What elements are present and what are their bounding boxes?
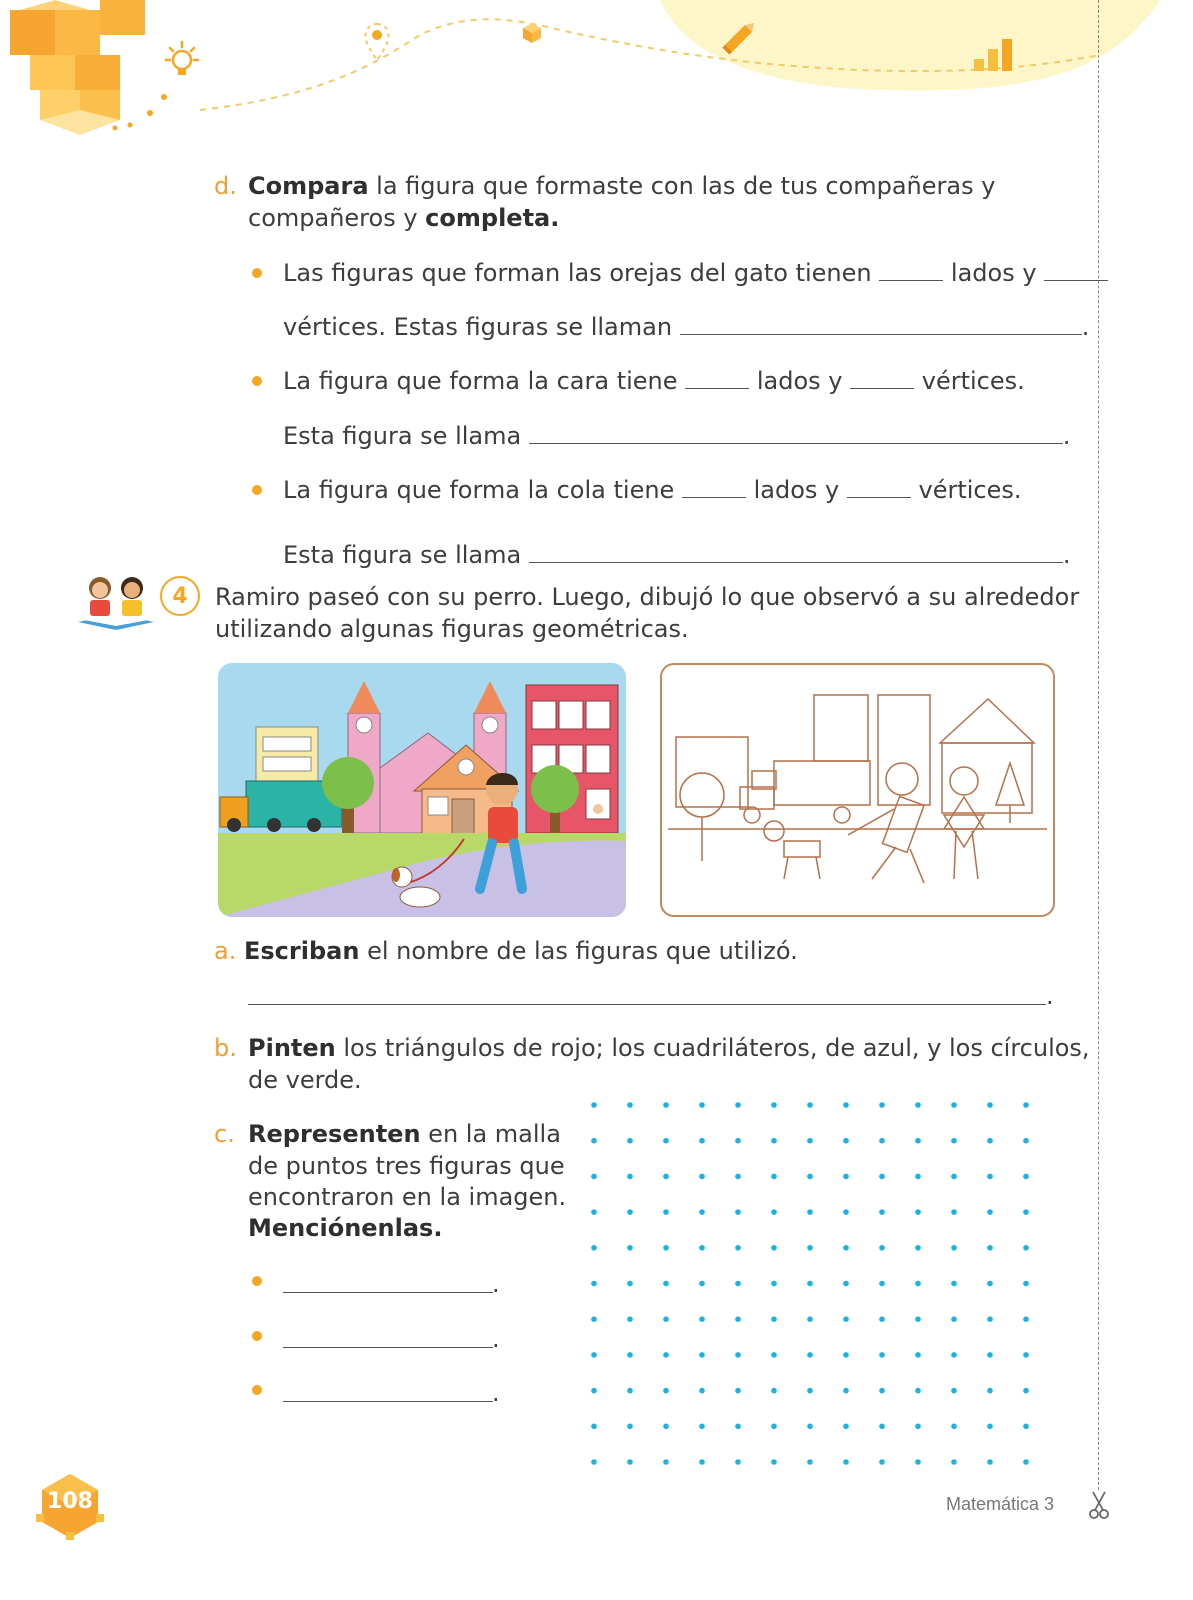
grid-dot (843, 1245, 849, 1251)
period: . (492, 1270, 500, 1298)
item-letter-b: b. (214, 1034, 237, 1062)
item-letter-a: a. (214, 937, 237, 965)
grid-dot (735, 1281, 741, 1287)
grid-dot (915, 1352, 921, 1358)
grid-dot (699, 1102, 705, 1108)
grid-dot (663, 1102, 669, 1108)
grid-dot (915, 1209, 921, 1215)
grid-dot (879, 1209, 885, 1215)
grid-dot (879, 1174, 885, 1180)
bullet-icon (252, 1331, 262, 1341)
bullet-face-line2 (283, 420, 1071, 452)
geometric-shapes-drawing (660, 663, 1055, 917)
grid-dot (699, 1245, 705, 1251)
bullet-icon (252, 1276, 262, 1286)
pencil-icon (718, 15, 762, 59)
grid-dot (951, 1138, 957, 1144)
activity-number-badge (160, 576, 200, 616)
grid-dot (987, 1245, 993, 1251)
grid-dot (807, 1316, 813, 1322)
grid-dot (843, 1102, 849, 1108)
grid-dot (1023, 1245, 1029, 1251)
grid-dot (771, 1424, 777, 1430)
grid-dot (879, 1459, 885, 1465)
grid-dot (591, 1102, 597, 1108)
ears-name-text: vértices. Estas figuras se llaman (283, 313, 673, 341)
tail-text-2: lados y (753, 476, 840, 504)
grid-dot (663, 1352, 669, 1358)
grid-dot (663, 1174, 669, 1180)
grid-dot (699, 1459, 705, 1465)
grid-dot (627, 1174, 633, 1180)
section-d-instruction-line2 (248, 202, 559, 234)
grid-dot (591, 1209, 597, 1215)
tail-text-3: vértices. (918, 476, 1022, 504)
grid-dot (987, 1316, 993, 1322)
item-c-instruction-line2: de puntos tres figuras que (248, 1152, 565, 1180)
grid-dot (807, 1388, 813, 1394)
grid-dot (915, 1388, 921, 1394)
grid-dot (735, 1245, 741, 1251)
instruction-text: la figura que formaste con las de tus compañeras y (368, 172, 996, 200)
location-pin-icon (360, 20, 394, 80)
period: . (1062, 422, 1071, 450)
grid-dot (699, 1388, 705, 1394)
kids-reading-icon (74, 568, 158, 632)
grid-dot (807, 1459, 813, 1465)
grid-dot (951, 1281, 957, 1287)
grid-dot (735, 1138, 741, 1144)
bullet-face-line1 (283, 365, 1025, 397)
grid-dot (843, 1174, 849, 1180)
grid-dot (843, 1459, 849, 1465)
face-vertices-blank[interactable] (850, 366, 914, 389)
grid-dot (1023, 1209, 1029, 1215)
period: . (492, 1379, 500, 1407)
bullet-icon (252, 1385, 262, 1395)
grid-dot (879, 1245, 885, 1251)
grid-dot (807, 1174, 813, 1180)
item-b-instruction-line2: de verde. (248, 1066, 362, 1094)
instruction-verb-representen: Representen (248, 1120, 421, 1148)
grid-dot (1023, 1352, 1029, 1358)
grid-dot (987, 1459, 993, 1465)
grid-dot (591, 1316, 597, 1322)
grid-dot (915, 1138, 921, 1144)
face-name-text: Esta figura se llama (283, 422, 522, 450)
grid-dot (663, 1245, 669, 1251)
shape-name-blank-2[interactable] (283, 1347, 493, 1348)
grid-dot (735, 1388, 741, 1394)
grid-dot (987, 1388, 993, 1394)
grid-dot (987, 1209, 993, 1215)
grid-dot (663, 1209, 669, 1215)
grid-dot (807, 1245, 813, 1251)
item-c-instruction-line3: encontraron en la imagen. (248, 1183, 567, 1211)
grid-dot (1023, 1459, 1029, 1465)
grid-dot (843, 1138, 849, 1144)
grid-dot (1023, 1138, 1029, 1144)
grid-dot (591, 1388, 597, 1394)
grid-dot (699, 1209, 705, 1215)
face-figure-name-blank[interactable] (529, 421, 1063, 444)
cube-icon (522, 22, 542, 44)
instruction-verb-compara: Compara (248, 172, 369, 200)
grid-dot (627, 1281, 633, 1287)
grid-dot (807, 1281, 813, 1287)
grid-dot (843, 1281, 849, 1287)
grid-dot (591, 1352, 597, 1358)
grid-dot (1023, 1316, 1029, 1322)
grid-dot (591, 1281, 597, 1287)
page-number: 108 (47, 1489, 93, 1514)
grid-dot (735, 1352, 741, 1358)
grid-dot (663, 1424, 669, 1430)
grid-dot (951, 1209, 957, 1215)
bullet-icon (252, 376, 262, 386)
grid-dot (771, 1209, 777, 1215)
tail-figure-name-blank[interactable] (529, 540, 1063, 563)
grid-dot (699, 1316, 705, 1322)
scissors-icon (1088, 1490, 1110, 1520)
tail-text: La figura que forma la cola tiene (283, 476, 675, 504)
item-b-instruction-line1 (248, 1032, 1090, 1064)
grid-dot (1023, 1388, 1029, 1394)
grid-dot (663, 1388, 669, 1394)
grid-dot (591, 1245, 597, 1251)
grid-dot (843, 1424, 849, 1430)
grid-dot (879, 1316, 885, 1322)
grid-dot (771, 1388, 777, 1394)
city-walk-illustration (218, 663, 626, 917)
item-a-answer-blank[interactable] (248, 1004, 1046, 1005)
cut-line (1098, 0, 1099, 1490)
grid-dot (915, 1424, 921, 1430)
period: . (1046, 982, 1054, 1010)
bullet-tail-line1 (283, 474, 1022, 506)
grid-dot (915, 1102, 921, 1108)
instruction-verb-pinten: Pinten (248, 1034, 336, 1062)
instruction-verb-completa: completa. (425, 204, 560, 232)
bullet-icon (252, 268, 262, 278)
grid-dot (987, 1424, 993, 1430)
grid-dot (735, 1209, 741, 1215)
grid-dot (591, 1138, 597, 1144)
grid-dot (1023, 1174, 1029, 1180)
grid-dot (879, 1102, 885, 1108)
ears-text: Las figuras que forman las orejas del gato tienen (283, 259, 872, 287)
grid-dot (771, 1102, 777, 1108)
grid-dot (879, 1138, 885, 1144)
grid-dot (951, 1174, 957, 1180)
lightbulb-icon (160, 40, 204, 84)
grid-dot (663, 1281, 669, 1287)
bar-chart-icon (970, 35, 1020, 75)
grid-dot (627, 1352, 633, 1358)
grid-dot (699, 1174, 705, 1180)
grid-dot (915, 1245, 921, 1251)
grid-dot (807, 1138, 813, 1144)
grid-dot (843, 1352, 849, 1358)
shape-name-blank-3[interactable] (283, 1401, 493, 1402)
bullet-tail-line2 (283, 539, 1071, 571)
grid-dot (699, 1138, 705, 1144)
grid-dot (879, 1281, 885, 1287)
grid-dot (879, 1388, 885, 1394)
ears-figure-name-blank[interactable] (680, 312, 1082, 335)
grid-dot (843, 1316, 849, 1322)
tail-name-text: Esta figura se llama (283, 541, 522, 569)
grid-dot (843, 1209, 849, 1215)
period: . (1062, 541, 1071, 569)
instruction-text: compañeros y (248, 204, 426, 232)
grid-dot (951, 1316, 957, 1322)
grid-dot (771, 1281, 777, 1287)
grid-dot (627, 1209, 633, 1215)
grid-dot (987, 1281, 993, 1287)
face-text: La figura que forma la cara tiene (283, 367, 678, 395)
instruction-text: el nombre de las figuras que utilizó. (359, 937, 798, 965)
grid-dot (915, 1174, 921, 1180)
grid-dot (951, 1352, 957, 1358)
grid-dot (951, 1424, 957, 1430)
instruction-text: los triángulos de rojo; los cuadriláteros, de azul, y los círculos, (335, 1034, 1090, 1062)
ears-text-2: lados y (950, 259, 1037, 287)
activity4-statement-line2: utilizando algunas figuras geométricas. (215, 615, 689, 643)
dot-grid[interactable] (582, 1094, 1042, 1474)
grid-dot (735, 1424, 741, 1430)
face-sides-blank[interactable] (685, 366, 749, 389)
grid-dot (699, 1352, 705, 1358)
grid-dot (627, 1388, 633, 1394)
grid-dot (735, 1102, 741, 1108)
bullet-ears-line1 (283, 257, 1108, 289)
instruction-text: en la malla (420, 1120, 561, 1148)
grid-dot (663, 1316, 669, 1322)
grid-dot (807, 1209, 813, 1215)
grid-dot (627, 1316, 633, 1322)
grid-dot (627, 1102, 633, 1108)
grid-dot (951, 1388, 957, 1394)
grid-dot (771, 1316, 777, 1322)
instruction-verb-mencionenlas: Menciónenlas. (248, 1214, 443, 1242)
grid-dot (1023, 1102, 1029, 1108)
grid-dot (951, 1102, 957, 1108)
grid-dot (771, 1174, 777, 1180)
grid-dot (627, 1245, 633, 1251)
shape-name-blank-1[interactable] (283, 1292, 493, 1293)
face-text-3: vértices. (921, 367, 1025, 395)
item-a-instruction (244, 935, 798, 967)
ears-sides-blank[interactable] (879, 258, 943, 281)
activity4-statement-line1: Ramiro paseó con su perro. Luego, dibujó lo que observó a su alrededor (215, 583, 1080, 611)
grid-dot (699, 1424, 705, 1430)
item-letter-d: d. (214, 172, 237, 200)
item-c-instruction-line1 (248, 1118, 561, 1150)
grid-dot (591, 1174, 597, 1180)
grid-dot (987, 1102, 993, 1108)
bullet-ears-line2 (283, 311, 1089, 343)
grid-dot (915, 1459, 921, 1465)
period: . (1081, 313, 1090, 341)
grid-dot (591, 1459, 597, 1465)
grid-dot (843, 1388, 849, 1394)
grid-dot (807, 1424, 813, 1430)
grid-dot (771, 1138, 777, 1144)
grid-dot (627, 1138, 633, 1144)
grid-dot (699, 1281, 705, 1287)
grid-dot (735, 1459, 741, 1465)
grid-dot (1023, 1281, 1029, 1287)
grid-dot (807, 1102, 813, 1108)
grid-dot (951, 1459, 957, 1465)
period: . (492, 1325, 500, 1353)
grid-dot (735, 1174, 741, 1180)
grid-dot (591, 1424, 597, 1430)
grid-dot (1023, 1424, 1029, 1430)
section-d-instruction-line1 (248, 170, 995, 202)
grid-dot (915, 1281, 921, 1287)
grid-dot (771, 1459, 777, 1465)
grid-dot (771, 1245, 777, 1251)
grid-dot (771, 1352, 777, 1358)
grid-dot (879, 1424, 885, 1430)
grid-dot (663, 1138, 669, 1144)
tail-sides-blank[interactable] (682, 475, 746, 498)
grid-dot (807, 1352, 813, 1358)
book-title: Matemática 3 (945, 1494, 1054, 1514)
item-letter-c: c. (214, 1120, 235, 1148)
ears-vertices-blank[interactable] (1044, 258, 1108, 281)
grid-dot (915, 1316, 921, 1322)
grid-dot (627, 1459, 633, 1465)
tail-vertices-blank[interactable] (847, 475, 911, 498)
grid-dot (879, 1352, 885, 1358)
bullet-icon (252, 485, 262, 495)
grid-dot (951, 1245, 957, 1251)
grid-dot (735, 1316, 741, 1322)
face-text-2: lados y (756, 367, 843, 395)
grid-dot (987, 1352, 993, 1358)
grid-dot (627, 1424, 633, 1430)
activity-number: 4 (172, 583, 188, 609)
grid-dot (987, 1174, 993, 1180)
grid-dot (987, 1138, 993, 1144)
instruction-verb-escriban: Escriban (244, 937, 360, 965)
grid-dot (663, 1459, 669, 1465)
